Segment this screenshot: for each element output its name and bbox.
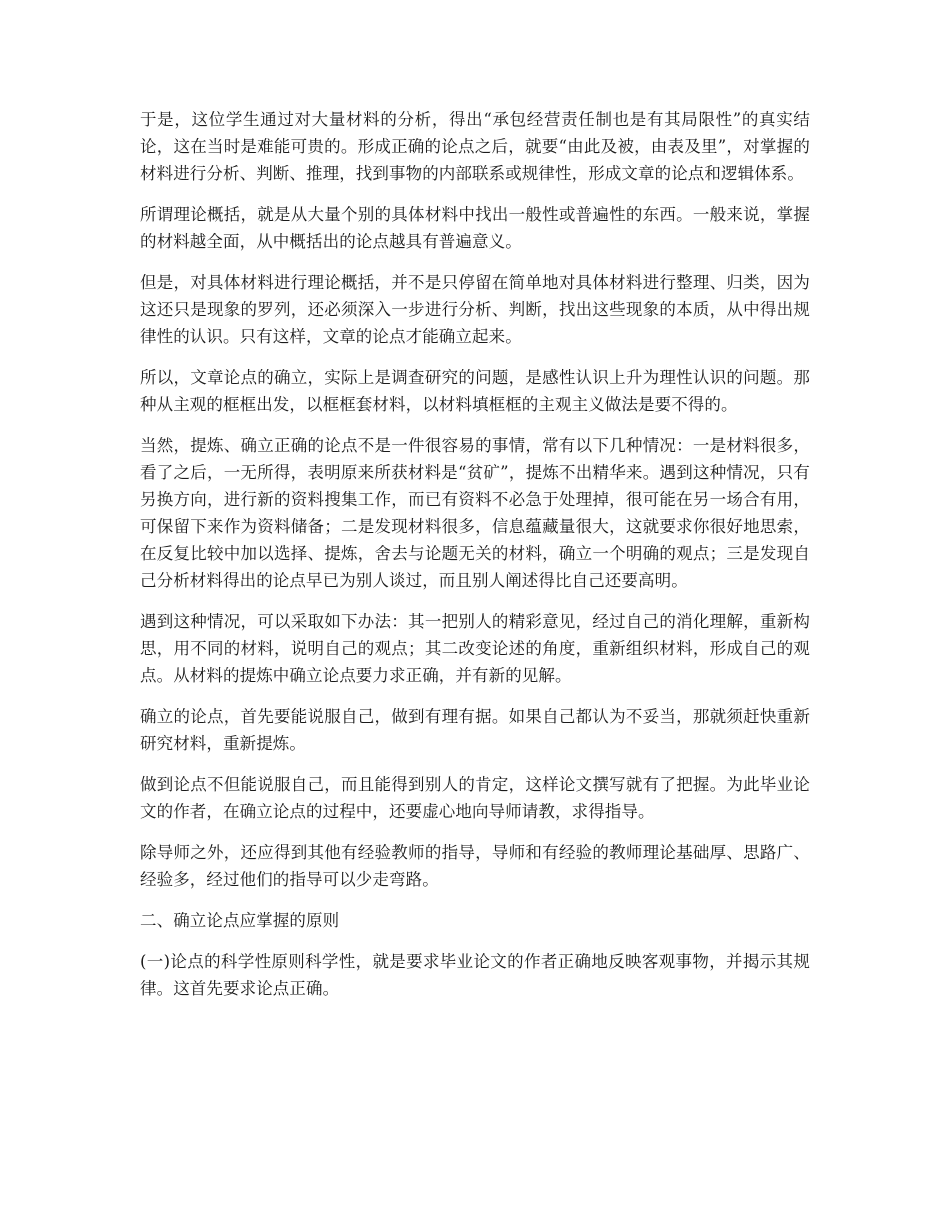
document-page bbox=[140, 106, 810, 1016]
paragraph-6: 遇到这种情况，可以采取如下办法：其一把别人的精彩意见，经过自己的消化理解，重新构思，用不同的材料，说明自己的观点；其二改变论述的角度，重新组织材料，形成自己的观点。从材料的提炼中确立论点要力求正确，并有新的见解。 bbox=[140, 612, 810, 685]
section-heading: 二、确立论点应掌握的原则 bbox=[140, 911, 340, 930]
paragraph-3: 但是，对具体材料进行理论概括，并不是只停留在简单地对具体材料进行整理、归类，因为这还只是现象的罗列，还必须深入一步进行分析、判断，找出这些现象的本质，从中得出规律性的认识。只有这样，文章的论点才能确立起来。 bbox=[140, 273, 810, 346]
paragraph-9: 除导师之外，还应得到其他有经验教师的指导，导师和有经验的教师理论基础厚、思路广、经验多，经过他们的指导可以少走弯路。 bbox=[140, 843, 810, 889]
paragraph-7: 确立的论点，首先要能说服自己，做到有理有据。如果自己都认为不妥当，那就须赶快重新研究材料，重新提炼。 bbox=[140, 707, 810, 753]
paragraph-11: (一)论点的科学性原则科学性，就是要求毕业论文的作者正确地反映客观事物，并揭示其规律。这首先要求论点正确。 bbox=[140, 952, 810, 998]
paragraph-5: 当然，提炼、确立正确的论点不是一件很容易的事情，常有以下几种情况：一是材料很多，看了之后，一无所得，表明原来所获材料是“贫矿”，提炼不出精华来。遇到这种情况，只有另换方向，进行新的资料搜集工作，而已有资料不必急于处理掉，很可能在另一场合有用，可保留下来作为资料储备；二是发现材料很多，信息蕴藏量很大，这就要求你很好地思索，在反复比较中加以选择、提炼，舍去与论题无关的材料，确立一个明确的观点；三是发现自己分析材料得出的论点早已为别人谈过，而且别人阐述得比自己还要高明。 bbox=[140, 436, 810, 590]
paragraph-8: 做到论点不但能说服自己，而且能得到别人的肯定，这样论文撰写就有了把握。为此毕业论文的作者，在确立论点的过程中，还要虚心地向导师请教，求得指导。 bbox=[140, 775, 810, 821]
paragraph-2: 所谓理论概括，就是从大量个别的具体材料中找出一般性或普遍性的东西。一般来说，掌握的材料越全面，从中概括出的论点越具有普遍意义。 bbox=[140, 205, 810, 251]
paragraph-4: 所以，文章论点的确立，实际上是调查研究的问题，是感性认识上升为理性认识的问题。那种从主观的框框出发，以框框套材料，以材料填框框的主观主义做法是要不得的。 bbox=[140, 368, 810, 414]
paragraph-1: 于是，这位学生通过对大量材料的分析，得出“承包经营责任制也是有其局限性”的真实结论，这在当时是难能可贵的。形成正确的论点之后，就要“由此及被，由表及里”，对掌握的材料进行分析、判断、推理，找到事物的内部联系或规律性，形成文章的论点和逻辑体系。 bbox=[140, 110, 810, 183]
